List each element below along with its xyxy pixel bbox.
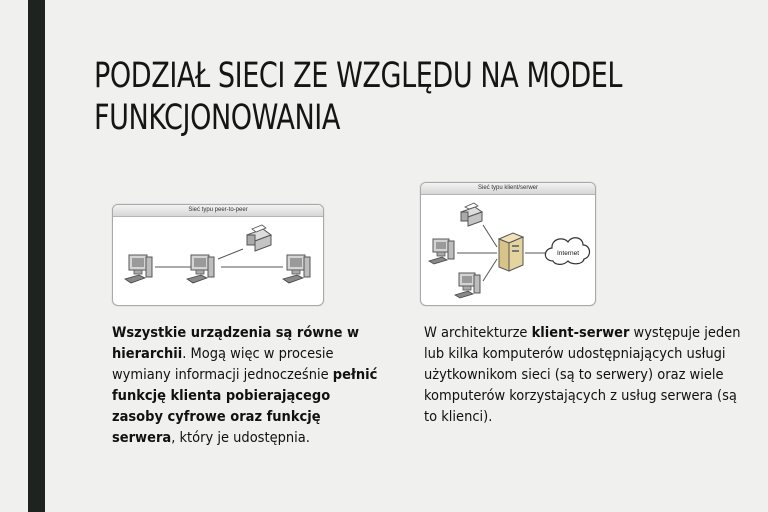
- left-text-regular-1: . Mogą więc w procesie wymiany informacji jednocześnie: [112, 346, 334, 383]
- internet-cloud-icon: [545, 238, 589, 265]
- client-server-diagram: [420, 182, 596, 306]
- client-server-description: [424, 323, 744, 428]
- right-text-regular-2: występuje jeden lub kilka komputerów udostępniających usługi użytkownikom sieci (są to serwery) oraz wiele komputerów korzystających z usług serwera (są to klienci).: [424, 325, 741, 425]
- peer-to-peer-description: [112, 323, 382, 449]
- printer-icon: [247, 225, 271, 251]
- client-server-network-image: [421, 195, 595, 305]
- client-server-caption: Sieć typu klient/serwer: [421, 183, 595, 195]
- right-text-bold-1: klient-serwer: [531, 325, 630, 341]
- left-text-bold-2: pełnić funkcję klienta pobierającego zasoby cyfrowe oraz funkcję serwera: [112, 367, 378, 446]
- right-text-regular-1: W architekturze: [424, 325, 532, 341]
- slide-title: PODZIAŁ SIECI ZE WZGLĘDU NA MODEL FUNKCJONOWANIA: [94, 56, 623, 138]
- internet-label: Internet: [556, 250, 580, 257]
- computer-icon: [429, 239, 454, 264]
- computer-icon: [187, 255, 214, 283]
- server-icon: [499, 233, 523, 271]
- computer-icon: [455, 273, 480, 298]
- computer-icon: [283, 255, 310, 283]
- peer-to-peer-diagram: [112, 204, 324, 306]
- peer-to-peer-network-image: [113, 217, 323, 305]
- peer-to-peer-caption: Sieć typu peer-to-peer: [113, 205, 323, 217]
- left-accent-bar: [28, 0, 45, 512]
- computer-icon: [125, 255, 152, 283]
- printer-icon: [461, 203, 482, 226]
- left-text-bold-1: Wszystkie urządzenia są równe w hierarchii: [112, 325, 360, 362]
- left-text-regular-2: , który je udostępnia.: [171, 430, 310, 446]
